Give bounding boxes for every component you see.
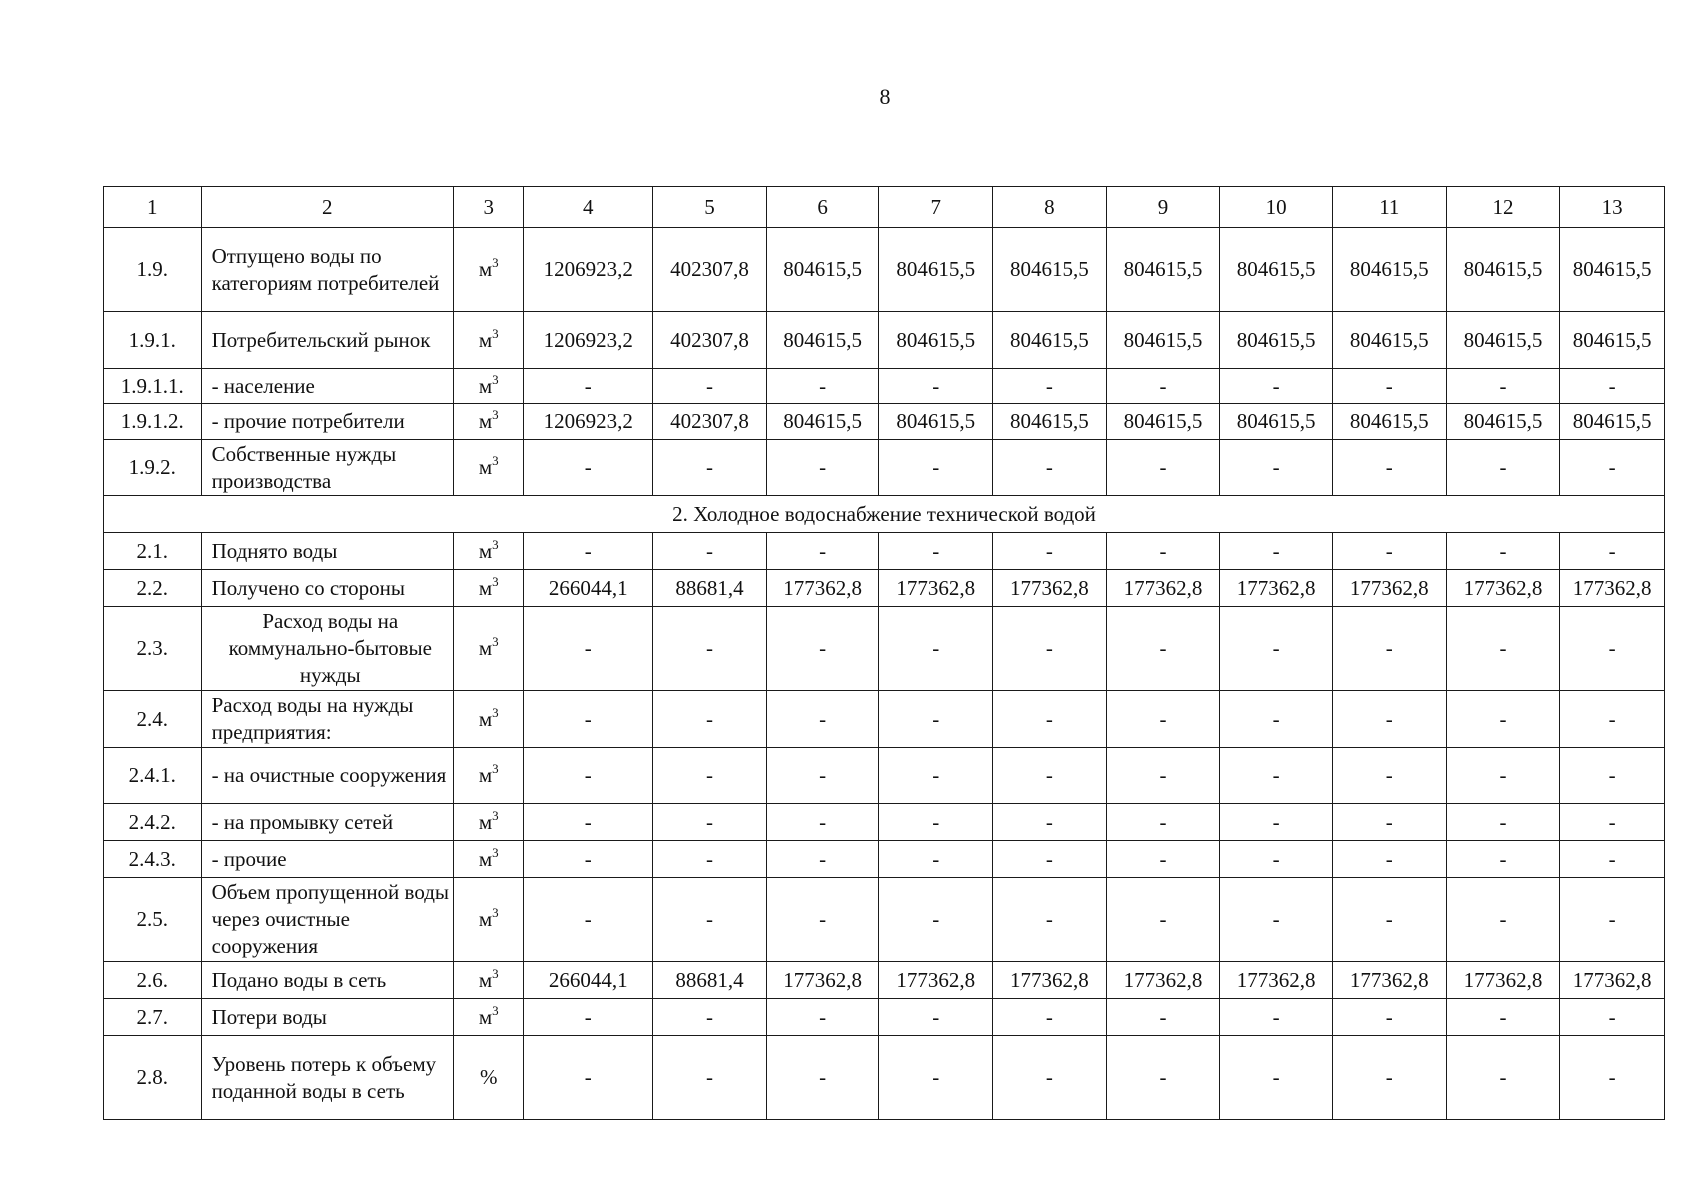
value-cell: - xyxy=(1332,748,1446,804)
table-row xyxy=(104,962,1665,999)
value-cell: 804615,5 xyxy=(1106,404,1220,440)
value-cell: - xyxy=(653,691,767,748)
value-cell: - xyxy=(766,607,879,691)
value-cell: - xyxy=(1446,369,1560,404)
value-cell: 266044,1 xyxy=(524,962,653,999)
row-unit xyxy=(454,312,524,369)
row-unit xyxy=(454,228,524,312)
row-unit xyxy=(454,999,524,1036)
row-name: Поднято воды xyxy=(201,533,453,570)
row-number: 2.4. xyxy=(104,691,202,748)
value-cell: 177362,8 xyxy=(1560,962,1665,999)
value-cell: - xyxy=(1220,878,1333,962)
value-cell: - xyxy=(1332,878,1446,962)
value-cell: 88681,4 xyxy=(653,570,767,607)
value-cell: 177362,8 xyxy=(879,962,993,999)
value-cell: - xyxy=(653,804,767,841)
value-cell: - xyxy=(1332,440,1446,496)
row-number: 2.4.3. xyxy=(104,841,202,878)
value-cell: 804615,5 xyxy=(1446,404,1560,440)
value-cell: - xyxy=(1106,533,1220,570)
row-unit xyxy=(454,533,524,570)
table-row xyxy=(104,228,1665,312)
value-cell: 804615,5 xyxy=(766,228,879,312)
row-number: 2.4.2. xyxy=(104,804,202,841)
row-unit xyxy=(454,748,524,804)
unit-text: м xyxy=(478,907,493,931)
value-cell: - xyxy=(1106,691,1220,748)
value-cell: - xyxy=(524,804,653,841)
row-unit xyxy=(454,841,524,878)
value-cell: - xyxy=(653,440,767,496)
header-cell: 3 xyxy=(454,187,524,228)
value-cell: - xyxy=(653,533,767,570)
value-cell: - xyxy=(1220,533,1333,570)
header-cell: 7 xyxy=(879,187,993,228)
value-cell: - xyxy=(524,1036,653,1120)
row-number: 2.8. xyxy=(104,1036,202,1120)
header-cell: 9 xyxy=(1106,187,1220,228)
value-cell: 804615,5 xyxy=(766,312,879,369)
value-cell: - xyxy=(993,748,1107,804)
value-cell: - xyxy=(524,607,653,691)
row-number: 2.4.1. xyxy=(104,748,202,804)
value-cell: 88681,4 xyxy=(653,962,767,999)
value-cell: - xyxy=(766,748,879,804)
header-cell: 6 xyxy=(766,187,879,228)
value-cell: 804615,5 xyxy=(879,312,993,369)
value-cell: - xyxy=(766,878,879,962)
unit-text: м xyxy=(478,809,493,834)
value-cell: - xyxy=(1332,691,1446,748)
value-cell: - xyxy=(1220,369,1333,404)
unit-exponent: 3 xyxy=(492,844,499,860)
unit-text: % xyxy=(479,1065,498,1089)
row-name: Собственные нужды производства xyxy=(201,440,453,496)
value-cell: - xyxy=(766,440,879,496)
value-cell: - xyxy=(993,999,1107,1036)
row-name: Расход воды на нужды предприятия: xyxy=(201,691,453,748)
unit-exponent: 3 xyxy=(492,407,499,422)
value-cell: 1206923,2 xyxy=(524,228,653,312)
unit-text: м xyxy=(478,763,493,787)
unit-text: м xyxy=(478,967,493,992)
value-cell: - xyxy=(1560,607,1665,691)
value-cell: - xyxy=(1560,369,1665,404)
value-cell: 177362,8 xyxy=(879,570,993,607)
value-cell: - xyxy=(1332,999,1446,1036)
value-cell: - xyxy=(1446,440,1560,496)
unit-exponent: 3 xyxy=(492,325,499,341)
value-cell: - xyxy=(1446,691,1560,748)
value-cell: - xyxy=(1446,804,1560,841)
value-cell: - xyxy=(1332,607,1446,691)
value-cell: - xyxy=(766,804,879,841)
value-cell: - xyxy=(993,440,1107,496)
row-unit xyxy=(454,404,524,440)
unit-exponent: 3 xyxy=(492,965,499,981)
unit-text: м xyxy=(478,538,493,563)
value-cell: 177362,8 xyxy=(766,570,879,607)
value-cell: - xyxy=(1106,804,1220,841)
row-name: - на промывку сетей xyxy=(201,804,453,841)
value-cell: - xyxy=(1220,748,1333,804)
table-row xyxy=(104,570,1665,607)
row-name: - население xyxy=(201,369,453,404)
value-cell: 177362,8 xyxy=(1446,962,1560,999)
table-row xyxy=(104,533,1665,570)
row-unit xyxy=(454,878,524,962)
value-cell: - xyxy=(879,748,993,804)
value-cell: - xyxy=(524,999,653,1036)
value-cell: - xyxy=(1560,691,1665,748)
value-cell: - xyxy=(653,369,767,404)
value-cell: - xyxy=(1560,748,1665,804)
table-row xyxy=(104,312,1665,369)
row-number: 2.1. xyxy=(104,533,202,570)
page-number: 8 xyxy=(879,84,891,109)
value-cell: 804615,5 xyxy=(993,228,1107,312)
row-unit xyxy=(454,607,524,691)
table-row xyxy=(104,878,1665,962)
unit-exponent: 3 xyxy=(492,634,499,649)
value-cell: - xyxy=(1106,878,1220,962)
value-cell: 1206923,2 xyxy=(524,312,653,369)
value-cell: - xyxy=(993,878,1107,962)
unit-exponent: 3 xyxy=(492,573,499,589)
value-cell: - xyxy=(1446,607,1560,691)
table-row xyxy=(104,841,1665,878)
row-name: Подано воды в сеть xyxy=(201,962,453,999)
value-cell: - xyxy=(653,999,767,1036)
row-name: Уровень потерь к объему поданной воды в сеть xyxy=(201,1036,453,1120)
unit-text: м xyxy=(478,575,493,600)
value-cell: - xyxy=(766,999,879,1036)
value-cell: 804615,5 xyxy=(1220,312,1333,369)
value-cell: - xyxy=(879,369,993,404)
value-cell: - xyxy=(1560,999,1665,1036)
value-cell: - xyxy=(879,440,993,496)
unit-text: м xyxy=(478,409,493,433)
table-row xyxy=(104,999,1665,1036)
value-cell: - xyxy=(1220,440,1333,496)
section-title: 2. Холодное водоснабжение технической водой xyxy=(104,496,1665,533)
value-cell: 804615,5 xyxy=(1446,228,1560,312)
value-cell: - xyxy=(879,607,993,691)
value-cell: 177362,8 xyxy=(993,962,1107,999)
value-cell: - xyxy=(1446,878,1560,962)
unit-exponent: 3 xyxy=(492,453,499,468)
header-cell: 1 xyxy=(104,187,202,228)
value-cell: - xyxy=(653,841,767,878)
row-number: 2.7. xyxy=(104,999,202,1036)
value-cell: - xyxy=(1332,841,1446,878)
value-cell: - xyxy=(993,607,1107,691)
value-cell: 804615,5 xyxy=(1220,404,1333,440)
unit-text: м xyxy=(478,846,493,871)
table-header-row xyxy=(104,187,1665,228)
value-cell: - xyxy=(524,748,653,804)
value-cell: - xyxy=(993,533,1107,570)
value-cell: 402307,8 xyxy=(653,404,767,440)
row-name: Расход воды на коммунально-бытовые нужды xyxy=(201,607,453,691)
table-row xyxy=(104,691,1665,748)
value-cell: - xyxy=(879,878,993,962)
unit-text: м xyxy=(478,1004,493,1029)
table-row xyxy=(104,440,1665,496)
value-cell: 804615,5 xyxy=(1560,228,1665,312)
value-cell: - xyxy=(1332,369,1446,404)
unit-text: м xyxy=(478,636,493,660)
value-cell: - xyxy=(1106,369,1220,404)
value-cell: - xyxy=(1106,999,1220,1036)
value-cell: 804615,5 xyxy=(879,228,993,312)
value-cell: - xyxy=(993,691,1107,748)
value-cell: - xyxy=(1446,841,1560,878)
value-cell: - xyxy=(993,804,1107,841)
row-name: Потребительский рынок xyxy=(201,312,453,369)
value-cell: - xyxy=(1560,804,1665,841)
row-name: - прочие xyxy=(201,841,453,878)
row-name: Отпущено воды по категориям потребителей xyxy=(201,228,453,312)
unit-exponent: 3 xyxy=(492,371,499,387)
value-cell: 804615,5 xyxy=(1332,404,1446,440)
unit-text: м xyxy=(478,327,493,352)
value-cell: 1206923,2 xyxy=(524,404,653,440)
row-number: 1.9.1.1. xyxy=(104,369,202,404)
value-cell: - xyxy=(1446,533,1560,570)
table-row xyxy=(104,748,1665,804)
value-cell: 177362,8 xyxy=(993,570,1107,607)
row-unit xyxy=(454,369,524,404)
value-cell: - xyxy=(1220,1036,1333,1120)
value-cell: - xyxy=(1332,1036,1446,1120)
section-row xyxy=(104,496,1665,533)
header-cell: 2 xyxy=(201,187,453,228)
value-cell: 177362,8 xyxy=(1446,570,1560,607)
value-cell: - xyxy=(1446,1036,1560,1120)
unit-text: м xyxy=(478,257,493,281)
value-cell: - xyxy=(879,804,993,841)
value-cell: - xyxy=(524,440,653,496)
table-row xyxy=(104,607,1665,691)
table-row xyxy=(104,1036,1665,1120)
value-cell: - xyxy=(1106,748,1220,804)
value-cell: - xyxy=(1220,691,1333,748)
header-cell: 8 xyxy=(993,187,1107,228)
unit-exponent: 3 xyxy=(492,255,499,270)
unit-exponent: 3 xyxy=(492,761,499,776)
value-cell: - xyxy=(524,878,653,962)
row-name: - на очистные сооружения xyxy=(201,748,453,804)
value-cell: - xyxy=(1560,440,1665,496)
row-name: Объем пропущенной воды через очистные сооружения xyxy=(201,878,453,962)
value-cell: - xyxy=(766,533,879,570)
table-body xyxy=(104,187,1665,1120)
row-number: 2.2. xyxy=(104,570,202,607)
value-cell: - xyxy=(1106,841,1220,878)
table-row xyxy=(104,369,1665,404)
value-cell: 804615,5 xyxy=(993,312,1107,369)
value-cell: - xyxy=(1560,841,1665,878)
unit-text: м xyxy=(478,373,493,398)
value-cell: 804615,5 xyxy=(766,404,879,440)
value-cell: - xyxy=(1220,607,1333,691)
value-cell: 177362,8 xyxy=(1560,570,1665,607)
value-cell: - xyxy=(766,841,879,878)
value-cell: - xyxy=(1560,1036,1665,1120)
header-cell: 13 xyxy=(1560,187,1665,228)
unit-exponent: 3 xyxy=(492,536,499,552)
value-cell: - xyxy=(879,1036,993,1120)
value-cell: 804615,5 xyxy=(1560,312,1665,369)
value-cell: - xyxy=(1560,533,1665,570)
row-number: 1.9.2. xyxy=(104,440,202,496)
value-cell: 266044,1 xyxy=(524,570,653,607)
value-cell: 402307,8 xyxy=(653,312,767,369)
value-cell: - xyxy=(1332,533,1446,570)
value-cell: - xyxy=(653,878,767,962)
row-unit xyxy=(454,804,524,841)
value-cell: 804615,5 xyxy=(1106,228,1220,312)
row-number: 2.6. xyxy=(104,962,202,999)
value-cell: - xyxy=(653,607,767,691)
unit-text: м xyxy=(478,455,493,479)
value-cell: - xyxy=(766,369,879,404)
value-cell: - xyxy=(879,691,993,748)
value-cell: 804615,5 xyxy=(1332,228,1446,312)
value-cell: 177362,8 xyxy=(1106,962,1220,999)
value-cell: - xyxy=(1106,607,1220,691)
value-cell: 177362,8 xyxy=(1106,570,1220,607)
table-row xyxy=(104,404,1665,440)
row-unit xyxy=(454,440,524,496)
value-cell: 804615,5 xyxy=(1446,312,1560,369)
value-cell: - xyxy=(524,691,653,748)
value-cell: - xyxy=(766,1036,879,1120)
value-cell: 402307,8 xyxy=(653,228,767,312)
value-cell: - xyxy=(1332,804,1446,841)
value-cell: - xyxy=(766,691,879,748)
value-cell: - xyxy=(1446,999,1560,1036)
value-cell: - xyxy=(653,748,767,804)
header-cell: 4 xyxy=(524,187,653,228)
value-cell: 177362,8 xyxy=(1332,570,1446,607)
value-cell: - xyxy=(524,841,653,878)
value-cell: - xyxy=(879,999,993,1036)
row-number: 1.9. xyxy=(104,228,202,312)
data-table xyxy=(103,186,1665,1120)
value-cell: 804615,5 xyxy=(879,404,993,440)
row-number: 1.9.1. xyxy=(104,312,202,369)
value-cell: - xyxy=(879,533,993,570)
row-unit xyxy=(454,1036,524,1120)
value-cell: 804615,5 xyxy=(1220,228,1333,312)
unit-text: м xyxy=(478,706,493,731)
row-number: 2.3. xyxy=(104,607,202,691)
value-cell: - xyxy=(1220,804,1333,841)
value-cell: 177362,8 xyxy=(1332,962,1446,999)
value-cell: 804615,5 xyxy=(1560,404,1665,440)
header-cell: 5 xyxy=(653,187,767,228)
table-row xyxy=(104,804,1665,841)
value-cell: 804615,5 xyxy=(1106,312,1220,369)
value-cell: - xyxy=(653,1036,767,1120)
value-cell: - xyxy=(1106,1036,1220,1120)
value-cell: 177362,8 xyxy=(1220,570,1333,607)
unit-exponent: 3 xyxy=(492,704,499,720)
value-cell: - xyxy=(1560,878,1665,962)
unit-exponent: 3 xyxy=(492,1002,499,1018)
value-cell: 804615,5 xyxy=(1332,312,1446,369)
header-cell: 11 xyxy=(1332,187,1446,228)
row-name: Получено со стороны xyxy=(201,570,453,607)
header-cell: 10 xyxy=(1220,187,1333,228)
unit-exponent: 3 xyxy=(492,905,499,920)
row-unit xyxy=(454,570,524,607)
row-unit xyxy=(454,962,524,999)
header-cell: 12 xyxy=(1446,187,1560,228)
row-number: 1.9.1.2. xyxy=(104,404,202,440)
value-cell: - xyxy=(993,369,1107,404)
value-cell: - xyxy=(524,533,653,570)
row-unit xyxy=(454,691,524,748)
value-cell: - xyxy=(524,369,653,404)
value-cell: 804615,5 xyxy=(993,404,1107,440)
value-cell: - xyxy=(879,841,993,878)
value-cell: 177362,8 xyxy=(1220,962,1333,999)
value-cell: - xyxy=(1220,999,1333,1036)
unit-exponent: 3 xyxy=(492,807,499,823)
value-cell: - xyxy=(1446,748,1560,804)
row-name: - прочие потребители xyxy=(201,404,453,440)
value-cell: - xyxy=(993,1036,1107,1120)
value-cell: - xyxy=(993,841,1107,878)
value-cell: - xyxy=(1220,841,1333,878)
value-cell: 177362,8 xyxy=(766,962,879,999)
value-cell: - xyxy=(1106,440,1220,496)
row-name: Потери воды xyxy=(201,999,453,1036)
row-number: 2.5. xyxy=(104,878,202,962)
